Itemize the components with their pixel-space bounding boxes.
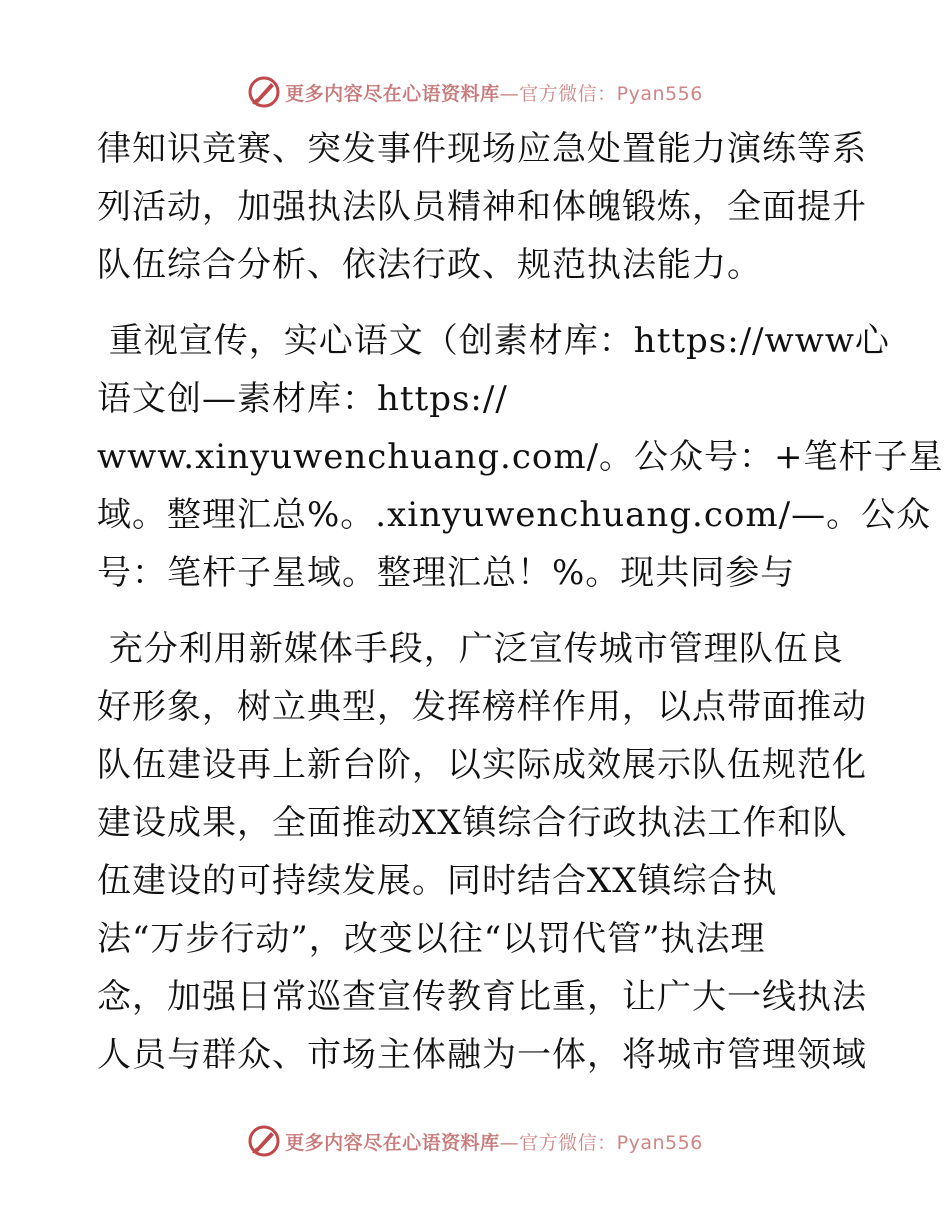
text-line: 域。整理汇总%。.xinyuwenchuang.com/—。公众 xyxy=(97,495,932,535)
paragraph-3 xyxy=(97,620,867,1084)
text-line: 法“万步行动”，改变以往“以罚代管”执法理 xyxy=(97,919,766,959)
footer-watermark-separator: — xyxy=(499,1131,520,1154)
text-line: 列活动，加强执法队员精神和体魄锻炼，全面提升 xyxy=(97,187,867,227)
footer-watermark-wechat: 官方微信：Pyan556 xyxy=(519,1131,703,1154)
document-body xyxy=(97,120,944,1084)
text-line: www.xinyuwenchuang.com/。公众号：+笔杆子星 xyxy=(97,437,944,477)
text-line: 队伍综合分析、依法行政、规范执法能力。 xyxy=(97,245,762,285)
paragraph-1 xyxy=(97,120,867,294)
header-watermark xyxy=(0,72,950,112)
text-line: 伍建设的可持续发展。同时结合XX镇综合执 xyxy=(97,861,778,901)
text-line: 好形象，树立典型，发挥榜样作用，以点带面推动 xyxy=(97,687,867,727)
header-watermark-text xyxy=(285,79,703,106)
footer-watermark xyxy=(0,1121,950,1161)
text-line: 语文创—素材库：https:// xyxy=(97,379,508,419)
header-watermark-wechat: 官方微信：Pyan556 xyxy=(519,82,703,105)
text-line: 号：笔杆子星域。整理汇总！%。现共同参与 xyxy=(97,553,796,593)
paragraph-2 xyxy=(97,312,944,602)
text-line: 建设成果，全面推动XX镇综合行政执法工作和队 xyxy=(97,803,848,843)
text-line: 队伍建设再上新台阶，以实际成效展示队伍规范化 xyxy=(97,745,867,785)
text-line: 念，加强日常巡查宣传教育比重，让广大一线执法 xyxy=(97,977,867,1017)
text-line: 律知识竞赛、突发事件现场应急处置能力演练等系 xyxy=(97,129,867,169)
text-line: 充分利用新媒体手段，广泛宣传城市管理队伍良 xyxy=(97,629,844,669)
footer-watermark-text xyxy=(285,1128,703,1155)
quill-logo-icon xyxy=(247,75,281,109)
quill-logo-icon xyxy=(247,1124,281,1158)
text-line: 重视宣传，实心语文（创素材库：https://www心 xyxy=(97,321,890,361)
header-watermark-main: 更多内容尽在心语资料库 xyxy=(285,82,500,105)
text-line: 人员与群众、市场主体融为一体，将城市管理领域 xyxy=(97,1035,867,1075)
header-watermark-separator: — xyxy=(499,82,520,105)
footer-watermark-main: 更多内容尽在心语资料库 xyxy=(285,1131,500,1154)
